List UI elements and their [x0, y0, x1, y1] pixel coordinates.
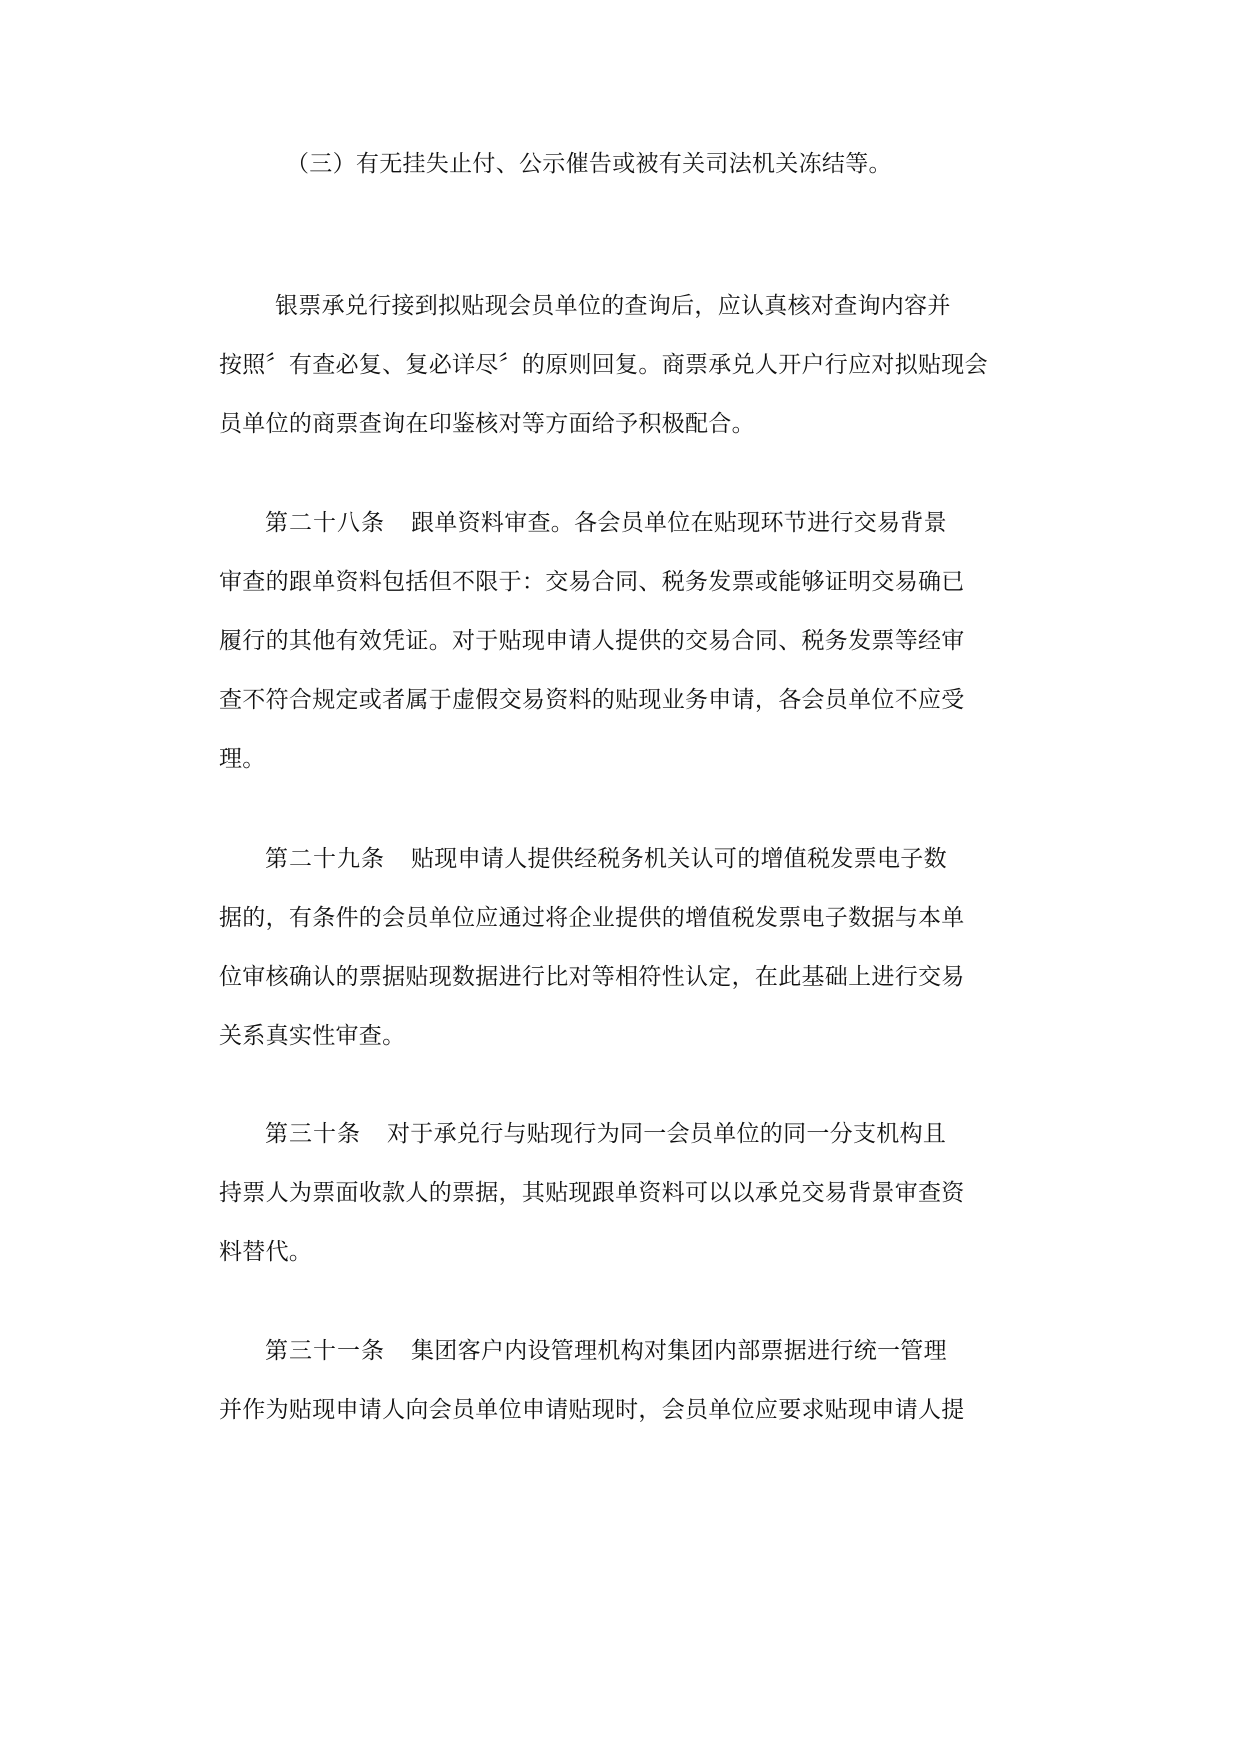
- article-30-heading: 第三十条: [265, 1121, 361, 1147]
- reply-line-3: 员单位的商票查询在印鉴核对等方面给予积极配合。: [219, 411, 755, 437]
- article-28-line-4: 查不符合规定或者属于虚假交易资料的贴现业务申请，各会员单位不应受: [219, 687, 965, 713]
- article-28-text-1: 跟单资料审查。各会员单位在贴现环节进行交易背景: [411, 510, 947, 536]
- item-three-line: （三）有无挂失止付、公示催告或被有关司法机关冻结等。: [286, 151, 892, 177]
- article-30-line-1: [219, 1105, 1015, 1164]
- article-31-text-1: 集团客户内设管理机构对集团内部票据进行统一管理: [411, 1338, 947, 1364]
- article-28: [219, 494, 1015, 789]
- article-29: [219, 830, 1015, 1066]
- article-28-line-2: 审查的跟单资料包括但不限于：交易合同、税务发票或能够证明交易确已: [219, 569, 965, 595]
- article-29-heading: 第二十九条: [265, 846, 385, 872]
- article-31-line-2: 并作为贴现申请人向会员单位申请贴现时，会员单位应要求贴现申请人提: [219, 1397, 965, 1423]
- article-29-text-1: 贴现申请人提供经税务机关认可的增值税发票电子数: [411, 846, 947, 872]
- article-31-heading: 第三十一条: [265, 1338, 385, 1364]
- article-30-text-1: 对于承兑行与贴现行为同一会员单位的同一分支机构且: [387, 1121, 947, 1147]
- article-30: [219, 1105, 1015, 1282]
- article-29-line-2: 据的，有条件的会员单位应通过将企业提供的增值税发票电子数据与本单: [219, 905, 965, 931]
- article-31: [219, 1322, 1015, 1440]
- article-28-line-5: 理。: [219, 746, 266, 772]
- article-30-line-2: 持票人为票面收款人的票据，其贴现跟单资料可以以承兑交易背景审查资: [219, 1180, 965, 1206]
- article-28-line-3: 履行的其他有效凭证。对于贴现申请人提供的交易合同、税务发票等经审: [219, 628, 965, 654]
- article-31-line-1: [219, 1322, 1015, 1381]
- article-28-heading: 第二十八条: [265, 510, 385, 536]
- article-29-line-1: [219, 830, 1015, 889]
- article-30-line-3: 料替代。: [219, 1239, 313, 1265]
- article-29-line-4: 关系真实性审查。: [219, 1023, 406, 1049]
- reply-paragraph: [219, 277, 1015, 454]
- article-29-line-3: 位审核确认的票据贴现数据进行比对等相符性认定，在此基础上进行交易: [219, 964, 965, 990]
- reply-line-2: 按照〞有查必复、复必详尽〞的原则回复。商票承兑人开户行应对拟贴现会: [219, 352, 988, 378]
- reply-line-1: 银票承兑行接到拟贴现会员单位的查询后，应认真核对查询内容并: [275, 293, 951, 319]
- article-28-line-1: [219, 494, 1015, 553]
- item-three-paragraph: [286, 135, 1026, 194]
